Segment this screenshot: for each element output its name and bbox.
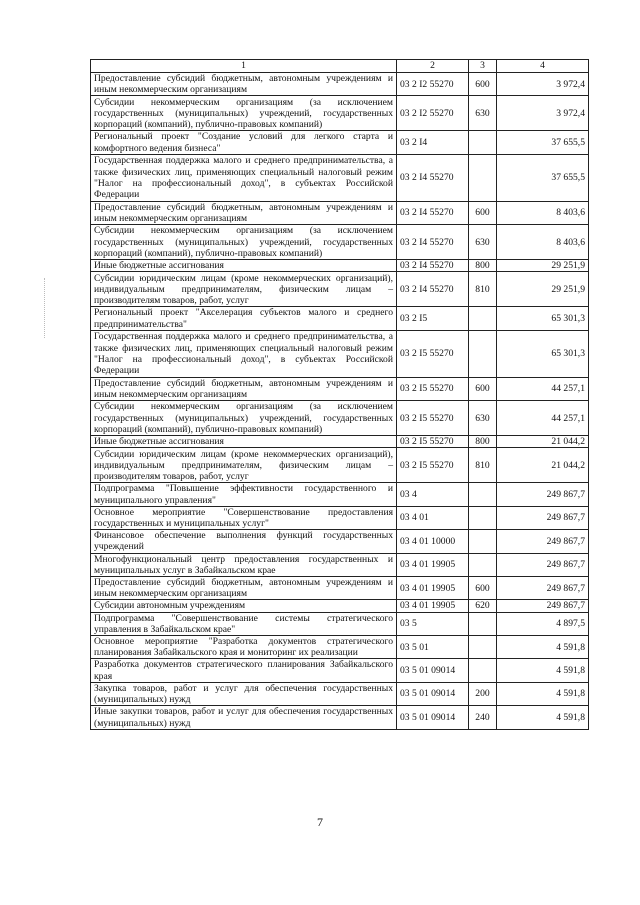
row-sum-cell: 4 897,5 bbox=[497, 612, 589, 635]
row-sum-cell: 249 867,7 bbox=[497, 600, 589, 612]
row-sum-cell: 21 044,2 bbox=[497, 436, 589, 448]
row-name-cell: Субсидии некоммерческим организациям (за исключением государственных (муниципальных) учреждений, государственных корпораций (компаний), публично-правовых компаний) bbox=[91, 401, 397, 436]
row-code-cell: 03 2 I5 55270 bbox=[397, 448, 469, 483]
row-name-cell: Субсидии некоммерческим организациям (за исключением государственных (муниципальных) учреждений, государственных корпораций (компаний), публично-правовых компаний) bbox=[91, 96, 397, 131]
row-code-cell: 03 4 01 19905 bbox=[397, 553, 469, 576]
row-sum-cell: 37 655,5 bbox=[497, 131, 589, 154]
table-row bbox=[91, 436, 589, 448]
row-sum-cell: 37 655,5 bbox=[497, 154, 589, 201]
table-row bbox=[91, 260, 589, 272]
table-row bbox=[91, 612, 589, 635]
row-code-cell: 03 4 01 19905 bbox=[397, 577, 469, 600]
row-code-cell: 03 2 I4 55270 bbox=[397, 154, 469, 201]
row-sum-cell: 4 591,8 bbox=[497, 682, 589, 705]
row-vr-cell: 600 bbox=[469, 377, 497, 400]
table-row bbox=[91, 530, 589, 553]
row-sum-cell: 249 867,7 bbox=[497, 577, 589, 600]
row-name-cell: Региональный проект "Акселерация субъектов малого и среднего предпринимательства" bbox=[91, 307, 397, 330]
table-row bbox=[91, 636, 589, 659]
row-vr-cell: 240 bbox=[469, 706, 497, 729]
row-name-cell: Субсидии автономным учреждениям bbox=[91, 600, 397, 612]
row-name-cell: Государственная поддержка малого и среднего предпринимательства, а также физических лиц, применяющих специальный налоговый режим "Налог на профессиональный доход", в субъектах Российской Федерации bbox=[91, 330, 397, 377]
row-sum-cell: 4 591,8 bbox=[497, 636, 589, 659]
row-name-cell: Субсидии некоммерческим организациям (за исключением государственных (муниципальных) учреждений, государственных корпораций (компаний), публично-правовых компаний) bbox=[91, 225, 397, 260]
row-name-cell: Закупка товаров, работ и услуг для обеспечения государственных (муниципальных) нужд bbox=[91, 682, 397, 705]
row-sum-cell: 3 972,4 bbox=[497, 73, 589, 96]
table-row bbox=[91, 96, 589, 131]
table-row bbox=[91, 682, 589, 705]
row-code-cell: 03 5 01 09014 bbox=[397, 659, 469, 682]
row-sum-cell: 65 301,3 bbox=[497, 330, 589, 377]
column-header-3: 3 bbox=[469, 60, 497, 73]
table-row bbox=[91, 401, 589, 436]
table-row bbox=[91, 506, 589, 529]
row-code-cell: 03 2 I5 55270 bbox=[397, 330, 469, 377]
row-code-cell: 03 2 I4 55270 bbox=[397, 201, 469, 224]
row-vr-cell bbox=[469, 131, 497, 154]
row-sum-cell: 29 251,9 bbox=[497, 260, 589, 272]
row-code-cell: 03 5 bbox=[397, 612, 469, 635]
table-row bbox=[91, 659, 589, 682]
row-code-cell: 03 2 I5 55270 bbox=[397, 401, 469, 436]
row-name-cell: Иные бюджетные ассигнования bbox=[91, 260, 397, 272]
row-code-cell: 03 2 I4 bbox=[397, 131, 469, 154]
row-vr-cell bbox=[469, 307, 497, 330]
table-row bbox=[91, 377, 589, 400]
row-sum-cell: 249 867,7 bbox=[497, 483, 589, 506]
row-code-cell: 03 5 01 09014 bbox=[397, 706, 469, 729]
column-header-4: 4 bbox=[497, 60, 589, 73]
table-row bbox=[91, 483, 589, 506]
row-vr-cell: 200 bbox=[469, 682, 497, 705]
row-vr-cell: 600 bbox=[469, 201, 497, 224]
row-sum-cell: 8 403,6 bbox=[497, 225, 589, 260]
row-code-cell: 03 4 01 bbox=[397, 506, 469, 529]
budget-table bbox=[90, 59, 589, 730]
page-number: 7 bbox=[317, 815, 323, 829]
row-name-cell: Иные бюджетные ассигнования bbox=[91, 436, 397, 448]
table-row bbox=[91, 272, 589, 307]
table-row bbox=[91, 154, 589, 201]
table-row bbox=[91, 577, 589, 600]
row-name-cell: Подпрограмма "Повышение эффективности государственного и муниципального управления" bbox=[91, 483, 397, 506]
row-sum-cell: 249 867,7 bbox=[497, 506, 589, 529]
row-vr-cell: 600 bbox=[469, 73, 497, 96]
row-sum-cell: 65 301,3 bbox=[497, 307, 589, 330]
row-sum-cell: 4 591,8 bbox=[497, 706, 589, 729]
row-vr-cell: 800 bbox=[469, 260, 497, 272]
row-code-cell: 03 2 I5 55270 bbox=[397, 377, 469, 400]
row-name-cell: Предоставление субсидий бюджетным, автономным учреждениям и иным некоммерческим организациям bbox=[91, 201, 397, 224]
row-code-cell: 03 5 01 09014 bbox=[397, 682, 469, 705]
row-vr-cell: 810 bbox=[469, 448, 497, 483]
row-name-cell: Предоставление субсидий бюджетным, автономным учреждениям и иным некоммерческим организациям bbox=[91, 577, 397, 600]
row-vr-cell bbox=[469, 483, 497, 506]
row-vr-cell bbox=[469, 154, 497, 201]
table-row bbox=[91, 330, 589, 377]
row-vr-cell bbox=[469, 659, 497, 682]
row-code-cell: 03 4 01 10000 bbox=[397, 530, 469, 553]
row-name-cell: Разработка документов стратегического планирования Забайкальского края bbox=[91, 659, 397, 682]
table-row bbox=[91, 706, 589, 729]
column-header-1: 1 bbox=[91, 60, 397, 73]
row-vr-cell: 630 bbox=[469, 225, 497, 260]
row-name-cell: Региональный проект "Создание условий для легкого старта и комфортного ведения бизнеса" bbox=[91, 131, 397, 154]
column-header-2: 2 bbox=[397, 60, 469, 73]
row-vr-cell: 800 bbox=[469, 436, 497, 448]
table-row bbox=[91, 131, 589, 154]
row-sum-cell: 4 591,8 bbox=[497, 659, 589, 682]
row-name-cell: Субсидии юридическим лицам (кроме некоммерческих организаций), индивидуальным предпринимателям, физическим лицам – производителям товаров, работ, услуг bbox=[91, 272, 397, 307]
table-row bbox=[91, 201, 589, 224]
margin-mark bbox=[44, 278, 46, 338]
table-header-row bbox=[91, 60, 589, 73]
row-sum-cell: 249 867,7 bbox=[497, 530, 589, 553]
row-code-cell: 03 2 I2 55270 bbox=[397, 96, 469, 131]
row-code-cell: 03 4 01 19905 bbox=[397, 600, 469, 612]
table-row bbox=[91, 448, 589, 483]
row-vr-cell bbox=[469, 330, 497, 377]
row-name-cell: Предоставление субсидий бюджетным, автономным учреждениям и иным некоммерческим организациям bbox=[91, 377, 397, 400]
row-vr-cell bbox=[469, 612, 497, 635]
table-row bbox=[91, 225, 589, 260]
row-sum-cell: 3 972,4 bbox=[497, 96, 589, 131]
row-vr-cell: 630 bbox=[469, 96, 497, 131]
row-code-cell: 03 2 I4 55270 bbox=[397, 260, 469, 272]
row-sum-cell: 44 257,1 bbox=[497, 377, 589, 400]
table-row bbox=[91, 600, 589, 612]
row-vr-cell: 630 bbox=[469, 401, 497, 436]
row-name-cell: Предоставление субсидий бюджетным, автономным учреждениям и иным некоммерческим организациям bbox=[91, 73, 397, 96]
row-name-cell: Многофункциональный центр предоставления государственных и муниципальных услуг в Забайкальском крае bbox=[91, 553, 397, 576]
row-sum-cell: 8 403,6 bbox=[497, 201, 589, 224]
row-name-cell: Подпрограмма "Совершенствование системы стратегического управления в Забайкальском крае" bbox=[91, 612, 397, 635]
row-sum-cell: 29 251,9 bbox=[497, 272, 589, 307]
row-name-cell: Субсидии юридическим лицам (кроме некоммерческих организаций), индивидуальным предпринимателям, физическим лицам – производителям товаров, работ, услуг bbox=[91, 448, 397, 483]
table-row bbox=[91, 73, 589, 96]
row-vr-cell: 810 bbox=[469, 272, 497, 307]
row-sum-cell: 44 257,1 bbox=[497, 401, 589, 436]
row-name-cell: Финансовое обеспечение выполнения функций государственных учреждений bbox=[91, 530, 397, 553]
row-code-cell: 03 2 I5 bbox=[397, 307, 469, 330]
row-code-cell: 03 2 I2 55270 bbox=[397, 73, 469, 96]
row-name-cell: Иные закупки товаров, работ и услуг для обеспечения государственных (муниципальных) нужд bbox=[91, 706, 397, 729]
row-code-cell: 03 2 I4 55270 bbox=[397, 272, 469, 307]
table-row bbox=[91, 307, 589, 330]
row-vr-cell bbox=[469, 506, 497, 529]
row-code-cell: 03 2 I4 55270 bbox=[397, 225, 469, 260]
row-vr-cell bbox=[469, 553, 497, 576]
row-sum-cell: 21 044,2 bbox=[497, 448, 589, 483]
row-name-cell: Основное мероприятие "Совершенствование предоставления государственных и муниципальных услуг" bbox=[91, 506, 397, 529]
table-body bbox=[91, 73, 589, 730]
row-name-cell: Основное мероприятие "Разработка документов стратегического планирования Забайкальского края и мониторинг их реализации bbox=[91, 636, 397, 659]
row-vr-cell bbox=[469, 636, 497, 659]
row-sum-cell: 249 867,7 bbox=[497, 553, 589, 576]
row-vr-cell bbox=[469, 530, 497, 553]
row-name-cell: Государственная поддержка малого и среднего предпринимательства, а также физических лиц, применяющих специальный налоговый режим "Налог на профессиональный доход", в субъектах Российской Федерации bbox=[91, 154, 397, 201]
table-row bbox=[91, 553, 589, 576]
row-vr-cell: 620 bbox=[469, 600, 497, 612]
row-vr-cell: 600 bbox=[469, 577, 497, 600]
row-code-cell: 03 4 bbox=[397, 483, 469, 506]
row-code-cell: 03 5 01 bbox=[397, 636, 469, 659]
row-code-cell: 03 2 I5 55270 bbox=[397, 436, 469, 448]
